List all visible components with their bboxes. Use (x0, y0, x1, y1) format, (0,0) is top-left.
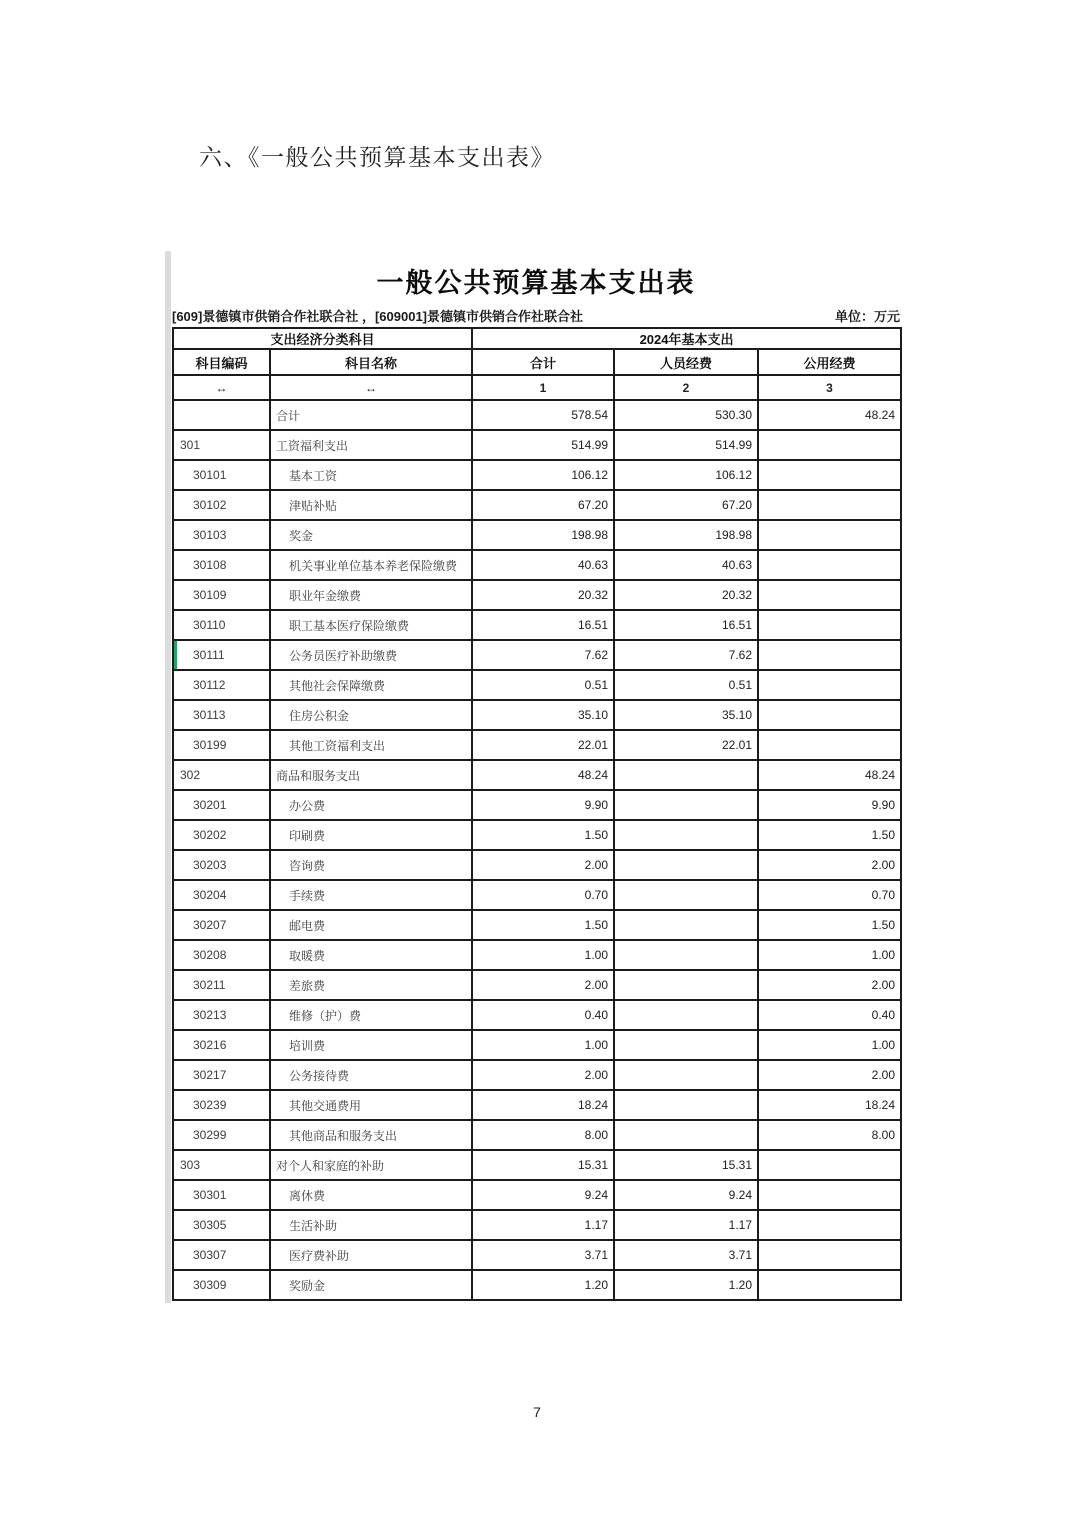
header-index-row (173, 375, 901, 400)
cell-subject-name: 手续费 (270, 880, 472, 910)
cell-subject-code: 30216 (173, 1030, 270, 1060)
cell-subject-code: 30102 (173, 490, 270, 520)
cell-total: 514.99 (472, 430, 614, 460)
cell-public-expense: 8.00 (758, 1120, 901, 1150)
table-row (173, 580, 901, 610)
cell-personnel-expense (614, 940, 758, 970)
unit-label: 单位：万元 (834, 309, 900, 324)
cell-total: 15.31 (472, 1150, 614, 1180)
arrow-icon: ↔ (173, 375, 270, 400)
cell-total: 67.20 (472, 490, 614, 520)
cell-subject-code: 30111 (173, 640, 270, 670)
cell-total: 1.50 (472, 910, 614, 940)
column-header-personnel: 人员经费 (614, 349, 758, 375)
cell-public-expense (758, 1240, 901, 1270)
cell-personnel-expense (614, 1120, 758, 1150)
cell-total: 198.98 (472, 520, 614, 550)
cell-total: 48.24 (472, 760, 614, 790)
cell-public-expense: 9.90 (758, 790, 901, 820)
table-row (173, 1090, 901, 1120)
column-index-3: 3 (758, 375, 901, 400)
cell-subject-code: 302 (173, 760, 270, 790)
cell-subject-name: 其他商品和服务支出 (270, 1120, 472, 1150)
table-row (173, 880, 901, 910)
column-header-name: 科目名称 (270, 349, 472, 375)
cell-personnel-expense: 40.63 (614, 550, 758, 580)
cell-personnel-expense: 67.20 (614, 490, 758, 520)
table-row (173, 1060, 901, 1090)
cell-personnel-expense (614, 1090, 758, 1120)
cell-total: 0.70 (472, 880, 614, 910)
cell-personnel-expense: 35.10 (614, 700, 758, 730)
table-row (173, 1150, 901, 1180)
cell-personnel-expense (614, 1000, 758, 1030)
cell-subject-code: 30208 (173, 940, 270, 970)
cell-personnel-expense: 530.30 (614, 400, 758, 430)
cell-personnel-expense (614, 820, 758, 850)
cell-subject-code: 301 (173, 430, 270, 460)
table-row (173, 760, 901, 790)
cell-subject-name: 咨询费 (270, 850, 472, 880)
cell-public-expense (758, 730, 901, 760)
cell-subject-code: 30204 (173, 880, 270, 910)
cell-subject-name: 职工基本医疗保险缴费 (270, 610, 472, 640)
cell-public-expense (758, 610, 901, 640)
cell-subject-name: 差旅费 (270, 970, 472, 1000)
section-heading: 六、《一般公共预算基本支出表》 (199, 145, 555, 170)
cell-subject-code: 30217 (173, 1060, 270, 1090)
cell-public-expense (758, 490, 901, 520)
cell-personnel-expense: 16.51 (614, 610, 758, 640)
cell-public-expense: 2.00 (758, 1060, 901, 1090)
cell-public-expense (758, 460, 901, 490)
cell-subject-name: 津贴补贴 (270, 490, 472, 520)
cell-subject-code: 30108 (173, 550, 270, 580)
cell-personnel-expense (614, 790, 758, 820)
cell-subject-name: 维修（护）费 (270, 1000, 472, 1030)
budget-table (172, 327, 902, 1301)
cell-total: 35.10 (472, 700, 614, 730)
cell-subject-name: 公务接待费 (270, 1060, 472, 1090)
cell-total: 9.90 (472, 790, 614, 820)
cell-subject-name: 取暖费 (270, 940, 472, 970)
table-row (173, 490, 901, 520)
table-row (173, 790, 901, 820)
cell-subject-code: 30213 (173, 1000, 270, 1030)
cell-subject-code: 30301 (173, 1180, 270, 1210)
cell-subject-name: 办公费 (270, 790, 472, 820)
cell-total: 9.24 (472, 1180, 614, 1210)
cell-subject-name: 奖励金 (270, 1270, 472, 1300)
cell-total: 1.00 (472, 1030, 614, 1060)
header-columns-row (173, 349, 901, 375)
cell-public-expense: 0.40 (758, 1000, 901, 1030)
table-row (173, 550, 901, 580)
cell-subject-code: 30202 (173, 820, 270, 850)
cell-subject-name: 基本工资 (270, 460, 472, 490)
cell-total: 20.32 (472, 580, 614, 610)
cell-subject-code: 30305 (173, 1210, 270, 1240)
cell-public-expense (758, 1180, 901, 1210)
cell-subject-code: 30207 (173, 910, 270, 940)
cell-public-expense: 48.24 (758, 760, 901, 790)
cell-personnel-expense (614, 760, 758, 790)
header-group-year: 2024年基本支出 (472, 328, 901, 349)
column-header-total: 合计 (472, 349, 614, 375)
cell-subject-code: 30239 (173, 1090, 270, 1120)
cell-subject-name: 生活补助 (270, 1210, 472, 1240)
cell-total: 2.00 (472, 850, 614, 880)
cell-total: 18.24 (472, 1090, 614, 1120)
page-number: 7 (533, 1404, 541, 1420)
cell-subject-code: 30201 (173, 790, 270, 820)
cell-subject-code: 30101 (173, 460, 270, 490)
table-row (173, 400, 901, 430)
cell-public-expense (758, 1270, 901, 1300)
cell-public-expense (758, 700, 901, 730)
cell-personnel-expense (614, 910, 758, 940)
cell-subject-code: 30112 (173, 670, 270, 700)
organization-names: [609]景德镇市供销合作社联合社 ，[609001]景德镇市供销合作社联合社 (172, 309, 583, 324)
cell-public-expense: 1.50 (758, 910, 901, 940)
table-row (173, 850, 901, 880)
cell-public-expense: 48.24 (758, 400, 901, 430)
cell-subject-code: 30307 (173, 1240, 270, 1270)
table-row (173, 1240, 901, 1270)
cell-subject-name: 住房公积金 (270, 700, 472, 730)
cell-public-expense: 1.00 (758, 1030, 901, 1060)
cell-subject-name: 其他社会保障缴费 (270, 670, 472, 700)
cell-total: 1.17 (472, 1210, 614, 1240)
cell-personnel-expense: 9.24 (614, 1180, 758, 1210)
cell-public-expense (758, 1210, 901, 1240)
cell-total: 1.20 (472, 1270, 614, 1300)
cell-personnel-expense (614, 850, 758, 880)
cell-subject-name: 邮电费 (270, 910, 472, 940)
table-row (173, 1270, 901, 1300)
cell-subject-name: 公务员医疗补助缴费 (270, 640, 472, 670)
table-row (173, 460, 901, 490)
cell-public-expense (758, 580, 901, 610)
table-row (173, 670, 901, 700)
cell-personnel-expense: 20.32 (614, 580, 758, 610)
cell-total: 7.62 (472, 640, 614, 670)
cell-personnel-expense: 15.31 (614, 1150, 758, 1180)
cell-subject-name: 对个人和家庭的补助 (270, 1150, 472, 1180)
cell-total: 8.00 (472, 1120, 614, 1150)
spreadsheet-edge-strip (165, 251, 171, 1303)
cell-personnel-expense: 22.01 (614, 730, 758, 760)
cell-subject-name: 其他交通费用 (270, 1090, 472, 1120)
table-row (173, 970, 901, 1000)
cell-total: 106.12 (472, 460, 614, 490)
cell-personnel-expense: 7.62 (614, 640, 758, 670)
cell-personnel-expense: 3.71 (614, 1240, 758, 1270)
cell-total: 40.63 (472, 550, 614, 580)
table-row (173, 1180, 901, 1210)
cell-public-expense (758, 1150, 901, 1180)
cell-subject-name: 离休费 (270, 1180, 472, 1210)
cell-subject-name: 其他工资福利支出 (270, 730, 472, 760)
header-group-row (173, 328, 901, 349)
table-row (173, 700, 901, 730)
cell-total: 1.00 (472, 940, 614, 970)
cell-public-expense (758, 670, 901, 700)
table-row (173, 1120, 901, 1150)
cell-subject-code: 30299 (173, 1120, 270, 1150)
cell-subject-code: 30110 (173, 610, 270, 640)
cell-personnel-expense (614, 970, 758, 1000)
cell-total: 578.54 (472, 400, 614, 430)
cell-total: 2.00 (472, 1060, 614, 1090)
table-row (173, 910, 901, 940)
column-header-public: 公用经费 (758, 349, 901, 375)
cell-public-expense: 1.50 (758, 820, 901, 850)
cell-personnel-expense: 514.99 (614, 430, 758, 460)
cell-public-expense (758, 430, 901, 460)
column-header-code: 科目编码 (173, 349, 270, 375)
cell-subject-name: 奖金 (270, 520, 472, 550)
table-row (173, 1030, 901, 1060)
cell-total: 22.01 (472, 730, 614, 760)
cell-public-expense (758, 640, 901, 670)
table-row (173, 730, 901, 760)
embedded-table-screenshot (165, 245, 905, 1301)
cell-public-expense: 2.00 (758, 850, 901, 880)
cell-subject-code: 30211 (173, 970, 270, 1000)
cell-subject-code: 30109 (173, 580, 270, 610)
cell-subject-code: 30199 (173, 730, 270, 760)
cell-subject-name: 商品和服务支出 (270, 760, 472, 790)
cell-public-expense: 1.00 (758, 940, 901, 970)
cell-subject-code: 30103 (173, 520, 270, 550)
cell-subject-name: 工资福利支出 (270, 430, 472, 460)
cell-personnel-expense: 198.98 (614, 520, 758, 550)
arrow-icon: ↔ (270, 375, 472, 400)
cell-total: 3.71 (472, 1240, 614, 1270)
cell-public-expense (758, 520, 901, 550)
table-row (173, 820, 901, 850)
cell-total: 16.51 (472, 610, 614, 640)
cell-subject-name: 培训费 (270, 1030, 472, 1060)
column-index-1: 1 (472, 375, 614, 400)
table-row (173, 430, 901, 460)
header-group-subject: 支出经济分类科目 (173, 328, 472, 349)
table-subtitle-row (172, 306, 900, 325)
cell-subject-name: 职业年金缴费 (270, 580, 472, 610)
cell-subject-code: 303 (173, 1150, 270, 1180)
cell-subject-name: 印刷费 (270, 820, 472, 850)
cell-personnel-expense (614, 1030, 758, 1060)
cell-total: 0.51 (472, 670, 614, 700)
table-row (173, 640, 901, 670)
cell-public-expense: 2.00 (758, 970, 901, 1000)
cell-personnel-expense: 0.51 (614, 670, 758, 700)
cell-personnel-expense (614, 880, 758, 910)
cell-personnel-expense: 1.17 (614, 1210, 758, 1240)
cell-subject-code: 30203 (173, 850, 270, 880)
cell-subject-code: 30113 (173, 700, 270, 730)
cell-total: 0.40 (472, 1000, 614, 1030)
cell-subject-code (173, 400, 270, 430)
table-row (173, 940, 901, 970)
cell-personnel-expense: 1.20 (614, 1270, 758, 1300)
cell-personnel-expense (614, 1060, 758, 1090)
cell-total: 1.50 (472, 820, 614, 850)
cell-public-expense: 0.70 (758, 880, 901, 910)
cell-subject-code: 30309 (173, 1270, 270, 1300)
table-row (173, 1000, 901, 1030)
table-row (173, 1210, 901, 1240)
table-title: 一般公共预算基本支出表 (376, 268, 696, 298)
cell-personnel-expense: 106.12 (614, 460, 758, 490)
cell-public-expense (758, 550, 901, 580)
column-index-2: 2 (614, 375, 758, 400)
cell-public-expense: 18.24 (758, 1090, 901, 1120)
table-row (173, 610, 901, 640)
cell-subject-name: 合计 (270, 400, 472, 430)
cell-subject-name: 医疗费补助 (270, 1240, 472, 1270)
table-row (173, 520, 901, 550)
cell-subject-name: 机关事业单位基本养老保险缴费 (270, 550, 472, 580)
cell-total: 2.00 (472, 970, 614, 1000)
